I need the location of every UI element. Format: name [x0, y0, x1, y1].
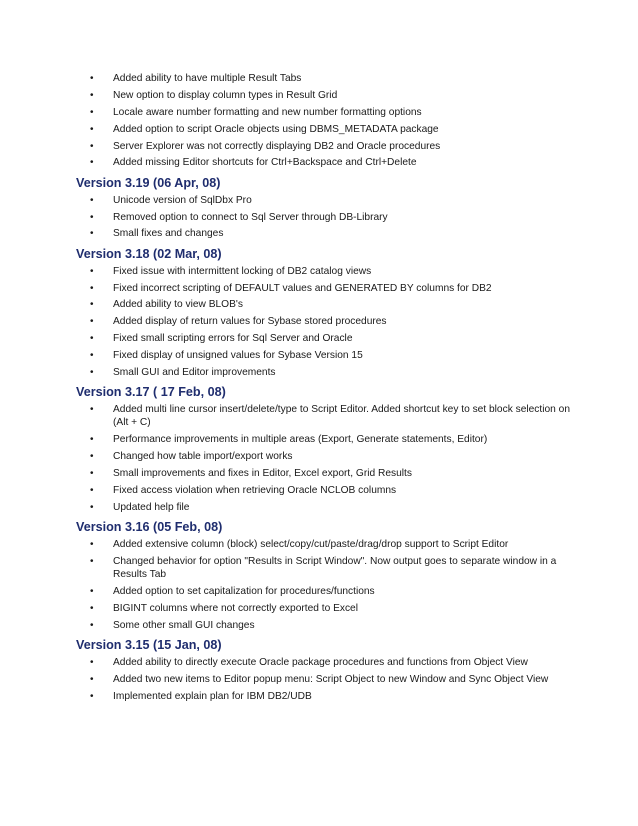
list-item — [76, 265, 576, 278]
list-item — [76, 194, 576, 207]
list-item-text: Some other small GUI changes — [113, 619, 255, 631]
list-item — [76, 433, 576, 446]
list-item-text: Small fixes and changes — [113, 228, 224, 240]
bullet-icon: • — [90, 366, 94, 378]
list-item — [76, 619, 576, 632]
version-section — [76, 247, 576, 380]
list-item-text: Unicode version of SqlDbx Pro — [113, 194, 252, 206]
list-item — [76, 673, 576, 686]
bullet-icon: • — [90, 451, 94, 463]
bullet-icon: • — [90, 299, 94, 311]
list-item — [76, 315, 576, 328]
bullet-icon: • — [90, 468, 94, 480]
list-item — [76, 332, 576, 345]
list-item-text: Server Explorer was not correctly displaying DB2 and Oracle procedures — [113, 140, 441, 152]
list-item — [76, 690, 576, 703]
list-item-text: Performance improvements in multiple areas (Export, Generate statements, Editor) — [113, 434, 488, 446]
version-heading: Version 3.18 (02 Mar, 08) — [76, 246, 222, 261]
list-item — [76, 156, 576, 169]
list-item — [76, 298, 576, 311]
bullet-icon: • — [90, 106, 94, 118]
list-item-text: Small improvements and fixes in Editor, Excel export, Grid Results — [113, 468, 412, 480]
version-item-list — [76, 656, 576, 703]
bullet-icon: • — [90, 228, 94, 240]
list-item-text: Added option to set capitalization for procedures/functions — [113, 586, 375, 598]
list-item-text: Implemented explain plan for IBM DB2/UDB — [113, 690, 312, 702]
bullet-icon: • — [90, 657, 94, 669]
list-item — [76, 602, 576, 615]
bullet-icon: • — [90, 434, 94, 446]
list-item — [76, 538, 576, 551]
bullet-icon: • — [90, 404, 94, 416]
list-item-text: Locale aware number formatting and new number formatting options — [113, 106, 422, 118]
list-item — [76, 450, 576, 463]
list-item-text: Added extensive column (block) select/copy/cut/paste/drag/drop support to Script Editor — [113, 539, 509, 551]
list-item-text: Added option to script Oracle objects using DBMS_METADATA package — [113, 123, 439, 135]
bullet-icon: • — [90, 555, 94, 567]
list-item-text: Fixed display of unsigned values for Sybase Version 15 — [113, 350, 363, 362]
bullet-icon: • — [90, 140, 94, 152]
list-item-text: Fixed incorrect scripting of DEFAULT values and GENERATED BY columns for DB2 — [113, 282, 492, 294]
list-item — [76, 140, 576, 153]
list-item — [76, 403, 576, 429]
list-item-text: New option to display column types in Result Grid — [113, 89, 338, 101]
bullet-icon: • — [90, 265, 94, 277]
version-heading: Version 3.16 (05 Feb, 08) — [76, 520, 223, 535]
list-item-text: Changed behavior for option "Results in Script Window". Now output goes to separate window in a Results Tab — [113, 555, 557, 581]
list-item — [76, 501, 576, 514]
list-item — [76, 89, 576, 102]
list-item — [76, 585, 576, 598]
bullet-icon: • — [90, 123, 94, 135]
list-item — [76, 227, 576, 240]
version-section — [76, 176, 576, 241]
bullet-icon: • — [90, 673, 94, 685]
list-item-text: Removed option to connect to Sql Server through DB-Library — [113, 211, 388, 223]
list-item-text: Added ability to view BLOB's — [113, 299, 243, 311]
version-section — [76, 385, 576, 514]
list-item-text: Fixed access violation when retrieving Oracle NCLOB columns — [113, 484, 397, 496]
version-heading: Version 3.15 (15 Jan, 08) — [76, 638, 222, 653]
list-item — [76, 72, 576, 85]
version-item-list — [76, 265, 576, 380]
bullet-icon: • — [90, 501, 94, 513]
bullet-icon: • — [90, 484, 94, 496]
bullet-icon: • — [90, 282, 94, 294]
list-item-text: Fixed issue with intermittent locking of DB2 catalog views — [113, 265, 372, 277]
list-item — [76, 282, 576, 295]
list-item — [76, 656, 576, 669]
version-item-list — [76, 194, 576, 241]
bullet-icon: • — [90, 73, 94, 84]
list-item — [76, 211, 576, 224]
list-item — [76, 123, 576, 136]
bullet-icon: • — [90, 157, 94, 169]
bullet-icon: • — [90, 211, 94, 223]
list-item — [76, 467, 576, 480]
list-item-text: Updated help file — [113, 501, 190, 513]
bullet-icon: • — [90, 602, 94, 614]
list-item-text: BIGINT columns where not correctly exported to Excel — [113, 602, 358, 614]
bullet-icon: • — [90, 619, 94, 631]
version-section — [76, 520, 576, 632]
version-heading: Version 3.17 ( 17 Feb, 08) — [76, 385, 226, 400]
version-sections — [76, 176, 576, 703]
version-heading: Version 3.19 (06 Apr, 08) — [76, 175, 221, 190]
bullet-icon: • — [90, 333, 94, 345]
version-item-list — [76, 403, 576, 514]
bullet-icon: • — [90, 690, 94, 702]
list-item-text: Added ability to have multiple Result Tabs — [113, 73, 302, 84]
list-item-text: Added multi line cursor insert/delete/type to Script Editor. Added shortcut key to set block selection on (Alt + C) — [113, 404, 570, 429]
list-item — [76, 349, 576, 362]
version-section — [76, 638, 576, 703]
bullet-icon: • — [90, 350, 94, 362]
changelog-content — [76, 72, 576, 707]
list-item — [76, 484, 576, 497]
list-item — [76, 555, 576, 581]
bullet-icon: • — [90, 586, 94, 598]
bullet-icon: • — [90, 194, 94, 206]
list-item-text: Added ability to directly execute Oracle package procedures and functions from Object View — [113, 657, 528, 669]
list-item-text: Changed how table import/export works — [113, 451, 293, 463]
intro-list — [76, 72, 576, 170]
list-item-text: Fixed small scripting errors for Sql Server and Oracle — [113, 333, 353, 345]
bullet-icon: • — [90, 89, 94, 101]
bullet-icon: • — [90, 539, 94, 551]
list-item-text: Added two new items to Editor popup menu: Script Object to new Window and Sync Object View — [113, 673, 549, 685]
list-item-text: Added display of return values for Sybase stored procedures — [113, 316, 387, 328]
bullet-icon: • — [90, 316, 94, 328]
list-item — [76, 366, 576, 379]
version-item-list — [76, 538, 576, 632]
list-item — [76, 106, 576, 119]
list-item-text: Added missing Editor shortcuts for Ctrl+Backspace and Ctrl+Delete — [113, 157, 417, 169]
list-item-text: Small GUI and Editor improvements — [113, 366, 276, 378]
